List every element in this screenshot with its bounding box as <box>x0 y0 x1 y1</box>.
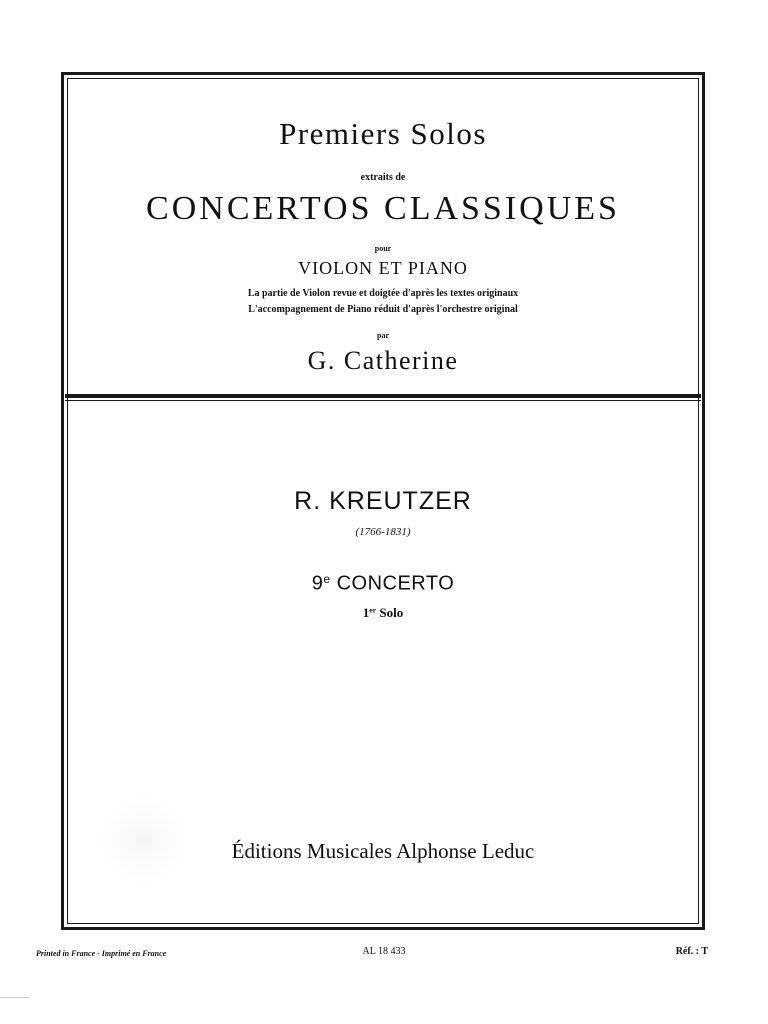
concerto-ordinal: e <box>323 572 331 586</box>
editor-name: G. Catherine <box>307 346 459 375</box>
catalog-number: AL 18 433 <box>362 946 406 957</box>
concerto-label: CONCERTO <box>336 572 455 595</box>
solo-title <box>67 605 699 621</box>
composer-dates: (1766-1831) <box>355 526 411 538</box>
series-title: Premiers Solos <box>279 116 487 151</box>
violin-part-note: La partie de Violon revue et doigtée d'après les textes originaux <box>247 288 519 299</box>
scan-edge-mark <box>0 997 30 998</box>
section-divider-thin <box>65 400 701 401</box>
printed-in-france: Printed in France - Imprimé en France <box>36 949 167 958</box>
concerto-title <box>67 572 699 596</box>
publisher-name: Éditions Musicales Alphonse Leduc <box>231 839 535 863</box>
composer-name: R. KREUTZER <box>294 487 472 515</box>
par-label: par <box>377 331 389 340</box>
instrumentation: VIOLON ET PIANO <box>298 258 468 278</box>
collection-title: CONCERTOS CLASSIQUES <box>146 190 620 227</box>
extraits-label: extraits de <box>360 172 406 183</box>
section-divider <box>65 394 701 398</box>
solo-number: 1 <box>362 605 370 620</box>
piano-part-note: L'accompagnement de Piano réduit d'après l'orchestre original <box>248 304 518 315</box>
concerto-number: 9 <box>311 572 324 595</box>
solo-label: Solo <box>379 605 404 620</box>
solo-ordinal: er <box>369 605 377 615</box>
reference-code: Réf. : T <box>675 946 708 957</box>
pour-label: pour <box>374 244 392 253</box>
